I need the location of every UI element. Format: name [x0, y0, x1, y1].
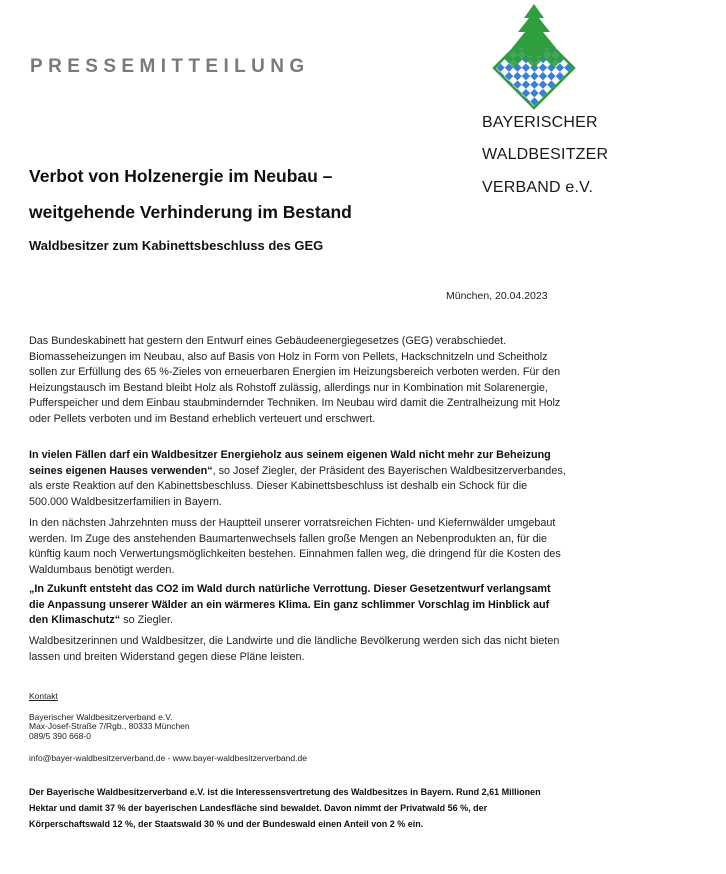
contact-address: Max-Josef-Straße 7/Rgb., 80333 München	[29, 721, 190, 731]
quote-bold: „In Zukunft entsteht das CO2 im Wald durch natürliche Verrottung. Dieser Gesetzentwurf verlangsamt die Anpassung unserer Wälder an ein wärmeres Klima. Ein ganz schlimmer Vorschlag im Hinblick auf den Klimaschutz“	[29, 583, 551, 626]
quote-attribution: so Ziegler.	[120, 614, 174, 626]
quote-attribution: , so Josef Ziegler, der Präsident des Bayerischen Waldbesitzerverbandes, als erste Reaktion auf den Kabinettsbeschluss. Dieser Kabinettsbeschluss ist deshalb ein Schock für die 500.000 Waldbesitzerfamilien in Bayern.	[29, 464, 566, 508]
headline-subtitle: Waldbesitzer zum Kabinettsbeschluss des GEG	[29, 238, 324, 253]
contact-heading: Kontakt	[29, 691, 58, 701]
org-name-line1: BAYERISCHER	[482, 114, 598, 131]
body-paragraph-3: In den nächsten Jahrzehnten muss der Hauptteil unserer vorratsreichen Fichten- und Kiefernwälder umgebaut werden. Im Zuge des anstehenden Baumartenwechsels fallen große Mengen an Nebenprodukten an, für die künftig kaum noch Verwertungsmöglichkeiten bestehen. Einnahmen fallen weg, die dringend für die Kosten des Waldumbaus benötigt werden.	[29, 517, 561, 576]
body-paragraph-5: Waldbesitzerinnen und Waldbesitzer, die Landwirte und die ländliche Bevölkerung werden sich das nicht bieten lassen und breiten Widerstand gegen diese Pläne leisten.	[29, 635, 560, 663]
dateline: München, 20.04.2023	[446, 290, 548, 302]
body-paragraph-4	[29, 582, 569, 629]
body-paragraph-2	[29, 448, 569, 510]
fir-tree-diamond-logo-icon	[492, 4, 576, 110]
headline-line2: weitgehende Verhinderung im Bestand	[29, 202, 352, 222]
body-paragraph-1: Das Bundeskabinett hat gestern den Entwurf eines Gebäudeenergiegesetzes (GEG) verabschiedet. Biomasseheizungen im Neubau, also auf Basis von Holz in Form von Pellets, Hackschnitzeln und Scheitholz sollen zur Erfüllung des 65 %-Zieles von erneuerbaren Energien im Heizungsbereich verboten werden. Für den Heizungstausch im Bestand bleibt Holz als Rohstoff zulässig, allerdings nur in Kombination mit Solarenergie, Pufferspeicher und dem Einbau staubmindernder Techniken. Im Neubau wird damit die Zentralheizung mit Holz oder Pellets verboten und im Bestand erheblich verteuert und erschwert.	[29, 335, 561, 425]
org-name-line3: VERBAND e.V.	[482, 179, 594, 196]
headline-line1: Verbot von Holzenergie im Neubau –	[29, 166, 333, 186]
quote-bold: In vielen Fällen darf ein Waldbesitzer Energieholz aus seinem eigenen Wald nicht mehr zur Beheizung seines eigenen Hauses verwenden“	[29, 449, 551, 477]
contact-phone: 089/5 390 668-0	[29, 731, 91, 741]
footer-boilerplate: Der Bayerische Waldbesitzerverband e.V. ist die Interessensvertretung des Waldbesitzes in Bayern. Rund 2,61 Millionen Hektar und damit 37 % der bayerischen Landesfläche sind bewaldet. Davon nimmt der Privatwald 56 %, der Körperschaftswald 12 %, der Staatswald 30 % und der Bundeswald einen Anteil von 2 % ein.	[29, 787, 541, 829]
contact-email-web[interactable]: info@bayer-waldbesitzerverband.de - www.bayer-waldbesitzerverband.de	[29, 753, 307, 763]
org-name-line2: WALDBESITZER	[482, 146, 609, 163]
contact-name: Bayerischer Waldbesitzerverband e.V.	[29, 712, 173, 722]
press-release-label: PRESSEMITTEILUNG	[30, 56, 310, 77]
